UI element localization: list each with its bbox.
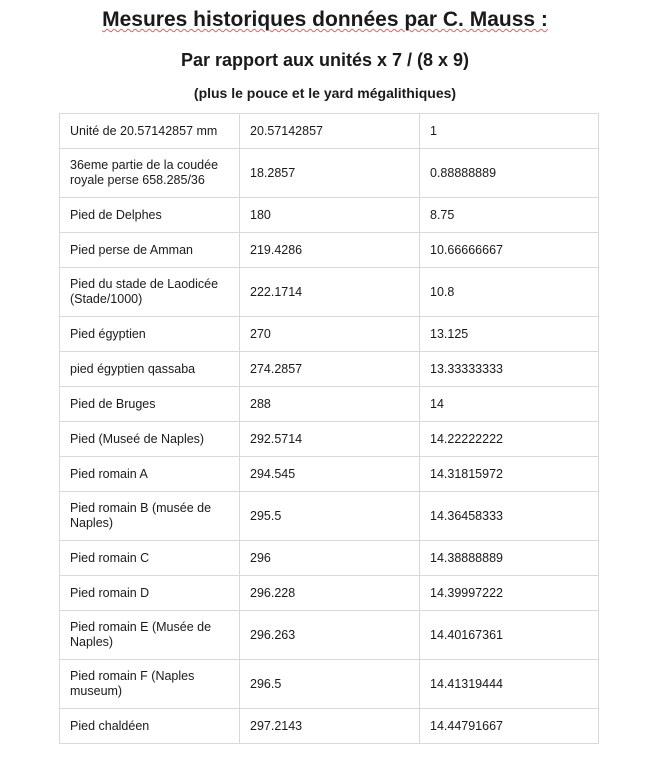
- table-row: [60, 576, 599, 611]
- ratio-cell: 8.75: [420, 198, 599, 233]
- table-row: [60, 149, 599, 198]
- unit-name-cell: Pied du stade de Laodicée (Stade/1000): [60, 268, 240, 317]
- ratio-cell: 10.66666667: [420, 233, 599, 268]
- table-row: [60, 387, 599, 422]
- ratio-cell: 14.41319444: [420, 660, 599, 709]
- ratio-cell: 14.22222222: [420, 422, 599, 457]
- value-mm-cell: 296: [240, 541, 420, 576]
- table-row: [60, 233, 599, 268]
- value-mm-cell: 288: [240, 387, 420, 422]
- ratio-cell: 14.44791667: [420, 709, 599, 744]
- value-mm-cell: 180: [240, 198, 420, 233]
- ratio-cell: 10.8: [420, 268, 599, 317]
- unit-name-cell: Pied romain F (Naples museum): [60, 660, 240, 709]
- value-mm-cell: 296.263: [240, 611, 420, 660]
- document-title: [0, 0, 650, 34]
- value-mm-cell: 219.4286: [240, 233, 420, 268]
- unit-name-cell: Pied romain E (Musée de Naples): [60, 611, 240, 660]
- table-row: [60, 317, 599, 352]
- measures-table: [59, 113, 599, 744]
- unit-name-cell: pied égyptien qassaba: [60, 352, 240, 387]
- table-row: [60, 422, 599, 457]
- table-row: [60, 352, 599, 387]
- value-mm-cell: 292.5714: [240, 422, 420, 457]
- value-mm-cell: 222.1714: [240, 268, 420, 317]
- unit-name-cell: Pied romain B (musée de Naples): [60, 492, 240, 541]
- ratio-cell: 14.38888889: [420, 541, 599, 576]
- unit-name-cell: Pied romain A: [60, 457, 240, 492]
- table-row: [60, 457, 599, 492]
- value-mm-cell: 18.2857: [240, 149, 420, 198]
- table-row: [60, 709, 599, 744]
- value-mm-cell: 20.57142857: [240, 114, 420, 149]
- ratio-cell: 14.36458333: [420, 492, 599, 541]
- unit-name-cell: Pied perse de Amman: [60, 233, 240, 268]
- unit-name-cell: Pied de Bruges: [60, 387, 240, 422]
- table-row: [60, 492, 599, 541]
- table-row: [60, 114, 599, 149]
- unit-name-cell: Pied (Museé de Naples): [60, 422, 240, 457]
- value-mm-cell: 294.545: [240, 457, 420, 492]
- table-row: [60, 660, 599, 709]
- document-title-text: Mesures historiques données par C. Mauss :: [102, 8, 548, 31]
- table-row: [60, 198, 599, 233]
- value-mm-cell: 296.5: [240, 660, 420, 709]
- ratio-cell: 1: [420, 114, 599, 149]
- ratio-cell: 13.125: [420, 317, 599, 352]
- document-subtitle: Par rapport aux unités x 7 / (8 x 9): [180, 50, 470, 70]
- ratio-cell: 14.31815972: [420, 457, 599, 492]
- unit-name-cell: Pied chaldéen: [60, 709, 240, 744]
- unit-name-cell: Pied égyptien: [60, 317, 240, 352]
- table-row: [60, 541, 599, 576]
- ratio-cell: 13.33333333: [420, 352, 599, 387]
- value-mm-cell: 270: [240, 317, 420, 352]
- table-row: [60, 611, 599, 660]
- ratio-cell: 14.39997222: [420, 576, 599, 611]
- ratio-cell: 14.40167361: [420, 611, 599, 660]
- ratio-cell: 14: [420, 387, 599, 422]
- unit-name-cell: 36eme partie de la coudée royale perse 658.285/36: [60, 149, 240, 198]
- ratio-cell: 0.88888889: [420, 149, 599, 198]
- value-mm-cell: 274.2857: [240, 352, 420, 387]
- value-mm-cell: 296.228: [240, 576, 420, 611]
- document-note: (plus le pouce et le yard mégalithiques): [193, 85, 457, 101]
- unit-name-cell: Pied de Delphes: [60, 198, 240, 233]
- unit-name-cell: Unité de 20.57142857 mm: [60, 114, 240, 149]
- value-mm-cell: 295.5: [240, 492, 420, 541]
- value-mm-cell: 297.2143: [240, 709, 420, 744]
- unit-name-cell: Pied romain C: [60, 541, 240, 576]
- measures-table-body: [60, 114, 599, 744]
- unit-name-cell: Pied romain D: [60, 576, 240, 611]
- table-row: [60, 268, 599, 317]
